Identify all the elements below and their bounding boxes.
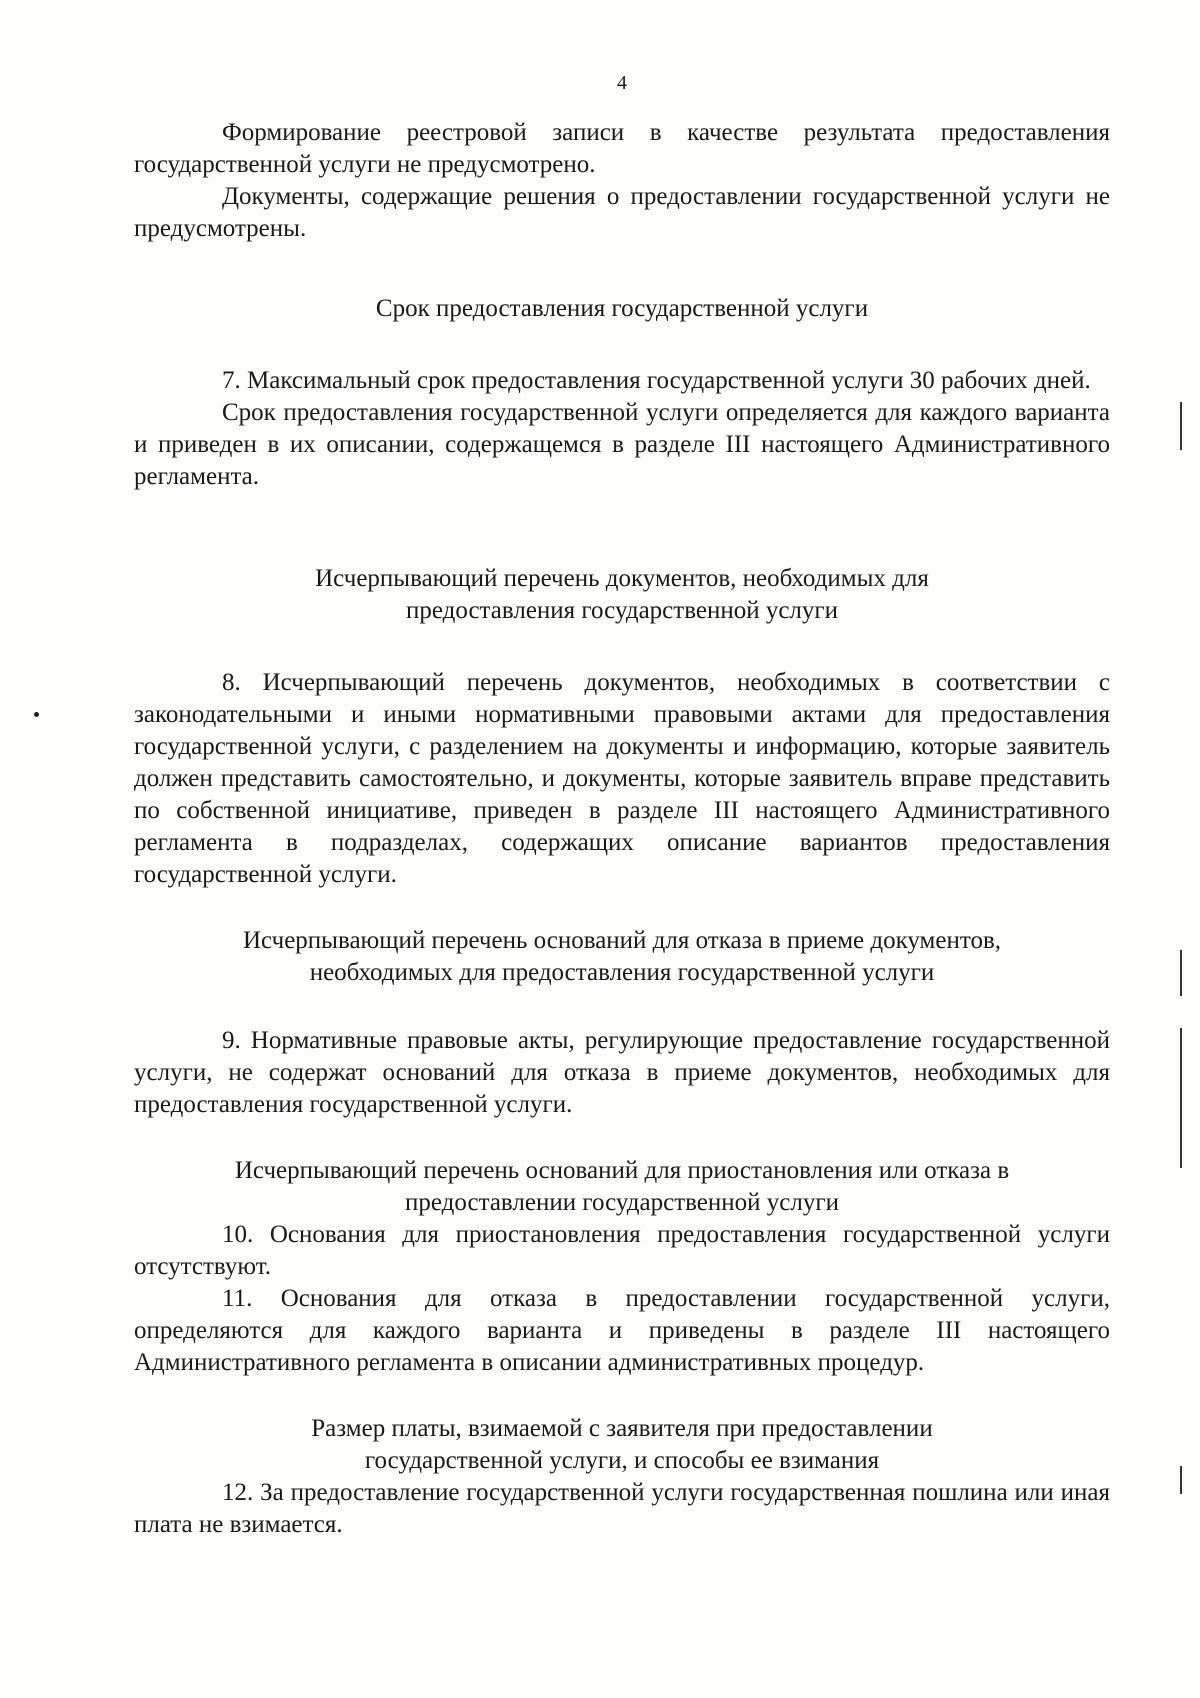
paragraph: 9. Нормативные правовые акты, регулирующие предоставление государственной услуги, не содержат оснований для отказа в приеме документов, необходимых для предоставления государственной услуги. [134, 1027, 1110, 1118]
scan-dot [34, 712, 39, 717]
heading-line: Исчерпывающий перечень документов, необходимых для [315, 565, 929, 592]
paragraph: 8. Исчерпывающий перечень документов, необходимых в соответствии с законодательными и иными нормативными правовыми актами для предоставления государственной услуги, с разделением на документы и информацию, которые заявитель должен представить самостоятельно, и документы, которые заявитель вправе представить по собственной инициативе, приведен в разделе III настоящего Административного регламента в подразделах, содержащих описание вариантов предоставления государственной услуги. [134, 669, 1110, 888]
heading-line: необходимых для предоставления государственной услуги [309, 959, 935, 986]
page-number: 4 [617, 72, 627, 94]
heading-line: Размер платы, взимаемой с заявителя при предоставлении [311, 1415, 933, 1442]
heading-line: Исчерпывающий перечень оснований для отказа в приеме документов, [242, 927, 1002, 954]
section-heading [134, 925, 1110, 989]
paragraph: Формирование реестровой записи в качестве результата предоставления государственной услуги не предусмотрено. [134, 119, 1110, 178]
heading-line: государственной услуги, и способы ее взимания [364, 1447, 880, 1474]
heading-line: предоставления государственной услуги [405, 597, 839, 624]
paragraph: Документы, содержащие решения о предоставлении государственной услуги не предусмотрены. [134, 183, 1110, 242]
scan-margin-mark [1180, 950, 1182, 996]
paragraph: 11. Основания для отказа в предоставлении государственной услуги, определяются для каждого варианта и приведены в разделе III настоящего Административного регламента в описании административных процедур. [134, 1285, 1110, 1376]
document-body [134, 72, 1110, 1541]
heading-line: Исчерпывающий перечень оснований для приостановления или отказа в [234, 1157, 1010, 1184]
section-heading [134, 1413, 1110, 1477]
paragraph: 10. Основания для приостановления предоставления государственной услуги отсутствуют. [134, 1221, 1110, 1280]
paragraph: 7. Максимальный срок предоставления государственной услуги 30 рабочих дней. [222, 367, 1091, 394]
scan-margin-mark [1180, 402, 1182, 450]
section-heading [134, 563, 1110, 627]
heading-line: предоставлении государственной услуги [405, 1189, 839, 1216]
paragraph: Срок предоставления государственной услуги определяется для каждого варианта и приведен в их описании, содержащемся в разделе III настоящего Административного регламента. [134, 399, 1110, 490]
scan-margin-mark [1180, 1466, 1182, 1494]
section-heading [134, 1155, 1110, 1219]
paragraph: 12. За предоставление государственной услуги государственная пошлина или иная плата не взимается. [134, 1479, 1110, 1538]
scan-margin-mark [1180, 1028, 1182, 1168]
section-heading: Срок предоставления государственной услуги [375, 295, 869, 322]
